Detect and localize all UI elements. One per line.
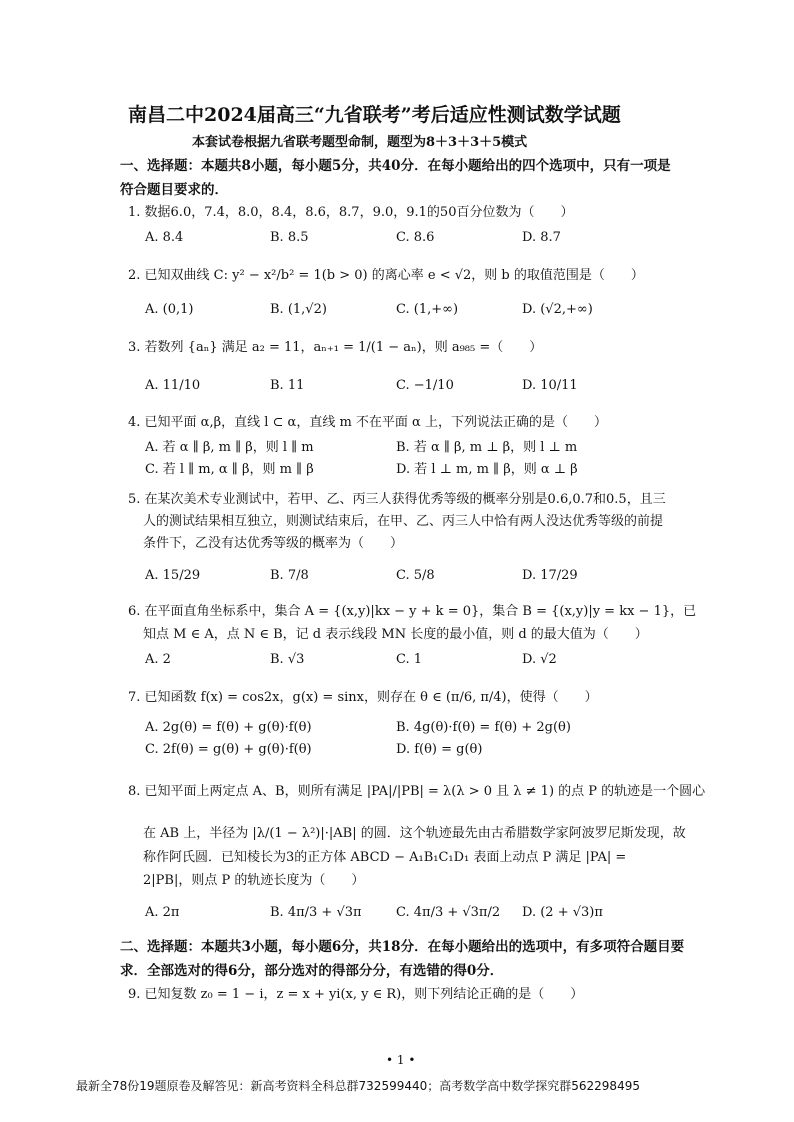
q4-option-c: C. 若 l ∥ m, α ∥ β，则 m ∥ β — [145, 462, 314, 477]
question-9-stem: 9. 已知复数 z₀ = 1 − i，z = x + yi(x, y ∈ R)，则下列结论正确的是（ ） — [128, 987, 584, 1002]
q1-option-d: D. 8.7 — [522, 230, 561, 245]
question-8-stem-1: 8. 已知平面上两定点 A、B，则所有满足 |PA|/|PB| = λ(λ > 0 且 λ ≠ 1) 的点 P 的轨迹是一个圆心 — [128, 784, 706, 799]
q2-option-d: D. (√2,+∞) — [522, 302, 593, 317]
section2-heading-cont: 求．全部选对的得6分，部分选对的得部分分，有选错的得0分． — [120, 963, 504, 979]
question-7-stem: 7. 已知函数 f(x) = cos2x，g(x) = sinx，则存在 θ ∈ (π/6, π/4)，使得（ ） — [128, 690, 598, 705]
q7-option-a: A. 2g(θ) = f(θ) + g(θ)·f(θ) — [145, 720, 312, 735]
q2-option-a: A. (0,1) — [145, 302, 194, 317]
q6-option-d: D. √2 — [522, 652, 557, 667]
q7-option-d: D. f(θ) = g(θ) — [396, 742, 483, 757]
q2-option-b: B. (1,√2) — [270, 302, 327, 317]
q1-option-c: C. 8.6 — [396, 230, 435, 245]
question-8-stem-2: 在 AB 上，半径为 |λ/(1 − λ²)|·|AB| 的圆．这个轨迹最先由古希腊数学家阿波罗尼斯发现，故 — [143, 826, 686, 841]
question-8-stem-4: 2|PB|，则点 P 的轨迹长度为（ ） — [143, 873, 365, 888]
section2-heading: 二、选择题：本题共3小题，每小题6分，共18分．在每小题给出的选项中，有多项符合题目要 — [120, 939, 685, 955]
question-5-stem-2: 人的测试结果相互独立，则测试结束后，在甲、乙、丙三人中恰有两人没达优秀等级的前提 — [143, 514, 664, 529]
question-2-stem: 2. 已知双曲线 C: y² − x²/b² = 1(b > 0) 的离心率 e < √2，则 b 的取值范围是（ ） — [128, 268, 644, 283]
section1-heading: 一、选择题：本题共8小题，每小题5分，共40分．在每小题给出的四个选项中，只有一项是 — [120, 158, 671, 174]
q6-option-a: A. 2 — [145, 652, 171, 667]
q4-option-d: D. 若 l ⊥ m, m ∥ β，则 α ⊥ β — [396, 462, 578, 477]
page-title: 南昌二中2024届高三“九省联考”考后适应性测试数学试题 — [128, 104, 621, 126]
q8-option-b: B. 4π/3 + √3π — [270, 905, 362, 920]
q3-option-d: D. 10/11 — [522, 378, 578, 393]
q5-option-a: A. 15/29 — [145, 568, 201, 583]
section1-heading-cont: 符合题目要求的． — [120, 182, 228, 198]
q1-option-b: B. 8.5 — [270, 230, 309, 245]
q7-option-b: B. 4g(θ)·f(θ) = f(θ) + 2g(θ) — [396, 720, 571, 735]
q2-option-c: C. (1,+∞) — [396, 302, 459, 317]
q3-option-c: C. −1/10 — [396, 378, 454, 393]
page-number: • 1 • — [386, 1053, 416, 1067]
question-6-stem-1: 6. 在平面直角坐标系中，集合 A = {(x,y)|kx − y + k = 0}，集合 B = {(x,y)|y = kx − 1}，已 — [128, 604, 697, 619]
q5-option-b: B. 7/8 — [270, 568, 309, 583]
q4-option-b: B. 若 α ∥ β, m ⊥ β，则 l ⊥ m — [396, 440, 578, 455]
q3-option-a: A. 11/10 — [145, 378, 201, 393]
q3-option-b: B. 11 — [270, 378, 305, 393]
q8-option-c: C. 4π/3 + √3π/2 — [396, 905, 501, 920]
question-5-stem-1: 5. 在某次美术专业测试中，若甲、乙、丙三人获得优秀等级的概率分别是0.6,0.7和0.5，且三 — [128, 492, 666, 507]
q8-option-a: A. 2π — [145, 905, 180, 920]
page-subtitle: 本套试卷根据九省联考题型命制，题型为8＋3＋3＋5模式 — [192, 135, 528, 150]
q6-option-c: C. 1 — [396, 652, 423, 667]
q6-option-b: B. √3 — [270, 652, 305, 667]
q5-option-c: C. 5/8 — [396, 568, 435, 583]
footer-note: 最新全78份19题原卷及解答见：新高考资料全科总群732599440；高考数学高中数学探究群562298495 — [76, 1079, 640, 1093]
question-4-stem: 4. 已知平面 α,β，直线 l ⊂ α，直线 m 不在平面 α 上，下列说法正确的是（ ） — [128, 415, 607, 430]
question-1-stem: 1. 数据6.0，7.4，8.0，8.4，8.6，8.7，9.0，9.1的50百分位数为（ ） — [128, 205, 574, 220]
q4-option-a: A. 若 α ∥ β, m ∥ β，则 l ∥ m — [145, 440, 314, 455]
q8-option-d: D. (2 + √3)π — [522, 905, 603, 920]
q1-option-a: A. 8.4 — [145, 230, 184, 245]
question-5-stem-3: 条件下，乙没有达优秀等级的概率为（ ） — [143, 536, 404, 551]
question-8-stem-3: 称作阿氏圆．已知棱长为3的正方体 ABCD − A₁B₁C₁D₁ 表面上动点 P 满足 |PA| = — [143, 850, 627, 865]
question-3-stem: 3. 若数列 {aₙ} 满足 a₂ = 11，aₙ₊₁ = 1/(1 − aₙ)，则 a₉₈₅ =（ ） — [128, 340, 543, 355]
question-6-stem-2: 知点 M ∈ A，点 N ∈ B，记 d 表示线段 MN 长度的最小值，则 d 的最大值为（ ） — [143, 627, 648, 642]
q7-option-c: C. 2f(θ) = g(θ) + g(θ)·f(θ) — [145, 742, 312, 757]
q5-option-d: D. 17/29 — [522, 568, 578, 583]
